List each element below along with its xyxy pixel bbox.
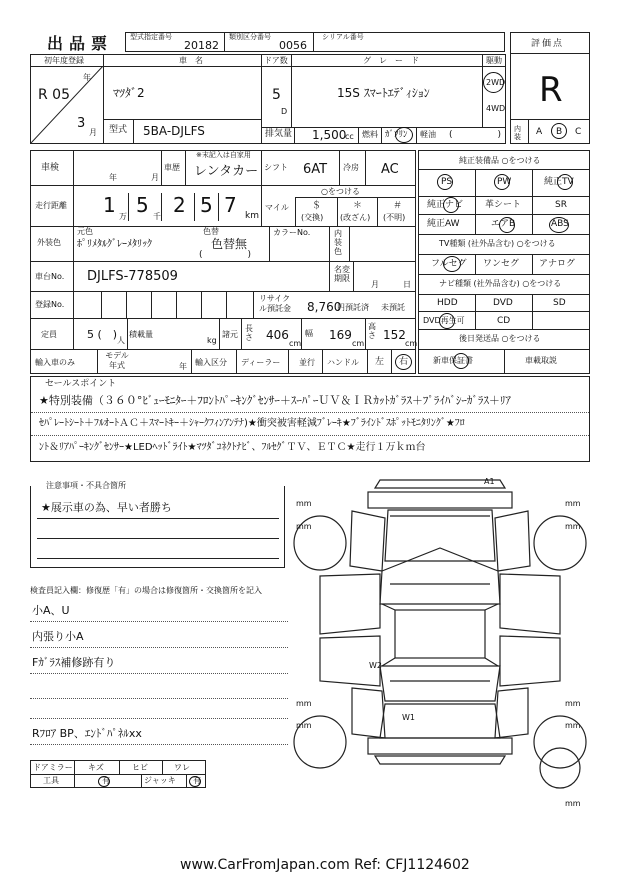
mm-rear-left: mm	[296, 699, 312, 708]
sales-block	[30, 376, 590, 462]
load-unit: kg	[207, 336, 217, 345]
navi-dvd-play: DVD再生可	[423, 316, 465, 325]
equip-ps-circle	[437, 174, 453, 190]
mileage-sen: 千	[153, 212, 161, 221]
score-value: R	[539, 70, 563, 110]
equip-leather: 革シート	[485, 200, 522, 210]
colorno-label: カラーNo.	[273, 228, 311, 237]
unknown-mark: ＃	[393, 201, 403, 211]
doors-label: ドア数	[264, 56, 288, 65]
equip-airbag-circle	[499, 217, 515, 233]
mileage-digit-3: 2	[173, 193, 186, 217]
diagram-w2: W2	[369, 661, 382, 670]
sheet-title: 出品票	[47, 34, 114, 53]
equip-tv-circle	[557, 174, 573, 190]
mileage-digit-1: 1	[103, 193, 116, 217]
equip-tv: 純正TV	[544, 177, 574, 187]
tools-tool-circle	[98, 776, 110, 787]
color-label: 外装色	[37, 238, 61, 247]
year-unit: 年	[83, 73, 91, 82]
ac-label: 冷房	[343, 163, 359, 172]
hei-value: 152	[383, 328, 406, 342]
color-value: ﾎﾟﾘﾒﾀﾙｸﾞﾚｰﾒﾀﾘｯｸ	[77, 239, 152, 250]
mm-spare: mm	[565, 799, 581, 808]
basic-block	[30, 54, 506, 144]
tools-scratch: キズ	[88, 763, 104, 772]
drive-label: 駆動	[486, 56, 502, 65]
recycle-not: 未預託	[381, 303, 405, 312]
mileage-man: 万	[119, 212, 127, 221]
sales-label: セールスポイント	[45, 379, 117, 389]
equip-aw: 純正AW	[427, 219, 460, 229]
car-damage-diagram	[290, 476, 590, 806]
type-value: 20182	[184, 39, 219, 52]
notes-block	[30, 481, 285, 568]
mileage-digit-2: 5	[136, 193, 149, 217]
handle-label: ハンドル	[327, 358, 359, 367]
model-label: 型式	[109, 125, 128, 135]
recycle-fee-label: リサイクル預託金	[259, 294, 291, 313]
load-label: 積載量	[129, 330, 153, 339]
import-div-label: 輸入区分	[195, 358, 227, 367]
mm-rear-right-unit: mm	[565, 721, 581, 730]
sales-line-1: ★特別装備（３６０°ﾋﾞｭｰﾓﾆﾀｰ＋ﾌﾛﾝﾄﾊﾟｰｷﾝｸﾞｾﾝｻｰ＋ｽｰﾊﾟｰＵＶ＆ＩＲｶｯﾄｶﾞﾗｽ＋ﾌﾟﾗｲﾊﾞｼｰｶﾞﾗｽ＋ﾘｱ	[39, 394, 511, 407]
unknown-label: (不明)	[383, 213, 406, 222]
alter-mark: ＊	[353, 201, 363, 211]
inspector-line-2: 内張り小A	[32, 630, 84, 643]
inspection-label: 車検	[41, 163, 60, 173]
name-change-day: 日	[403, 280, 411, 289]
tv-oneseg: ワンセグ	[483, 259, 520, 269]
interior-b-circle	[551, 123, 567, 139]
detail-block	[30, 150, 416, 374]
oil-label: 軽油	[420, 130, 436, 139]
name-change-month: 月	[371, 280, 379, 289]
tools-tool: 工具	[43, 776, 59, 785]
equip-pw-circle	[494, 174, 510, 190]
diagram-a1: A1	[484, 477, 495, 486]
len-value: 406	[266, 328, 289, 342]
reg-label: 初年度登録	[44, 56, 84, 65]
navi-dvd-play-circle	[439, 313, 455, 329]
navi-title: ナビ種類 (社外品含む) ○をつける	[439, 279, 562, 288]
color-paren: ( )	[199, 250, 252, 260]
ac-value: AC	[381, 162, 399, 177]
tools-jack-circle	[189, 776, 201, 787]
equip-sr: SR	[555, 200, 567, 210]
equip-pw: PW	[497, 177, 512, 187]
color-change-value: 色替無	[211, 237, 248, 251]
navi-cd: CD	[497, 316, 511, 326]
class-label: 類別区分番号	[229, 33, 271, 41]
tools-jack-have: 有	[193, 776, 201, 785]
tv-analog: アナログ	[539, 259, 576, 269]
grade-label: グ レ ー ド	[363, 56, 419, 65]
interior-c: C	[575, 127, 582, 137]
score-label: 評価点	[531, 39, 565, 49]
tools-jack: ジャッキ	[144, 776, 176, 785]
equip-ps: PS	[441, 177, 453, 187]
tv-fullseg-circle	[443, 256, 461, 272]
reg-month: 3	[77, 116, 86, 131]
inspector-label: 検査員記入欄：修復歴「有」の場合は修復箇所・交換箇所を記入	[30, 586, 262, 595]
tv-title: TV種類 (社外品含む) ○をつける	[439, 239, 556, 248]
equip-airbag: エアB	[491, 219, 516, 229]
notes-line-1: ★展示車の為、早い者勝ち	[41, 501, 172, 514]
mile-label: マイル	[265, 203, 289, 212]
history-label: 車歴	[164, 163, 180, 172]
door-type: D	[281, 107, 288, 116]
mark-note: ○をつける	[321, 187, 360, 196]
insp-month-unit: 月	[151, 173, 159, 182]
doc-manual: 車載取説	[525, 356, 557, 365]
equip-title: 純正装備品 ○をつける	[459, 156, 541, 165]
doc-warranty-circle	[453, 353, 469, 369]
swap-mark: ＄	[312, 201, 322, 211]
type-label: 型式指定番号	[130, 33, 172, 41]
mm-rear-left-unit: mm	[296, 721, 312, 730]
grade-value: 15S ｽﾏｰﾄｴﾃﾞｨｼｮﾝ	[337, 86, 430, 100]
navi-hdd: HDD	[437, 298, 458, 308]
capacity-value: 5 ( )	[87, 328, 118, 341]
wid-value: 169	[329, 328, 352, 342]
mm-rear-right: mm	[565, 699, 581, 708]
wid-label: 幅	[305, 329, 313, 338]
car-label: 車 名	[179, 56, 203, 65]
car-name: ﾏﾂﾀﾞ2	[113, 86, 145, 100]
class-value: 0056	[279, 39, 307, 52]
disp-unit: cc	[345, 132, 354, 141]
disp-value: 1,500	[312, 128, 347, 142]
tools-tool-have: 有	[102, 776, 110, 785]
type-box	[125, 32, 225, 52]
model-year-unit: 年	[179, 362, 187, 371]
mm-front-right: mm	[565, 499, 581, 508]
tv-fullseg: フルセグ	[431, 259, 467, 269]
capacity-unit: 人	[117, 336, 125, 345]
tools-mirror: ドアミラー	[33, 763, 73, 772]
fuel-label: 燃料	[362, 130, 378, 139]
navi-dvd: DVD	[493, 298, 513, 308]
inspector-lines	[30, 600, 288, 750]
serial-box	[313, 32, 505, 52]
reg-year: R 05	[38, 87, 70, 103]
interior-label: 内装	[514, 125, 521, 141]
navi-sd: SD	[553, 298, 566, 308]
len-cm: cm	[289, 339, 302, 348]
dims-label: 諸元	[222, 330, 238, 339]
recycle-status: 円預託済	[337, 303, 369, 312]
model-year-label: モデル年式	[105, 351, 129, 370]
sales-line-3: ﾝﾄ＆ﾘｱﾊﾟｰｷﾝｸﾞｾﾝｻｰ★LEDﾍｯﾄﾞﾗｲﾄ★ﾏﾂﾀﾞｺﾈｸﾄﾅﾋﾞ、ﾌﾙｾｸﾞＴＶ、ＥＴＣ★走行１万ｋｍ台	[39, 442, 426, 453]
interior-a: A	[536, 127, 543, 137]
import-label: 輸入車のみ	[35, 358, 75, 367]
dealer-option: ディーラー	[241, 358, 281, 367]
len-label: 長さ	[245, 324, 253, 342]
diagram-w1: W1	[402, 713, 415, 722]
registration-label: 登録No.	[35, 300, 65, 309]
equip-navi: 純正ナビ	[427, 200, 464, 210]
handle-right-circle	[395, 354, 412, 370]
history-value: レンタカー	[194, 164, 259, 179]
wid-cm: cm	[352, 339, 365, 348]
mm-front-left-unit: mm	[296, 522, 312, 531]
drive-2wd: 2WD	[486, 78, 506, 87]
mm-front-left: mm	[296, 499, 312, 508]
score-box	[510, 32, 590, 144]
fuel-circle	[395, 127, 413, 143]
shift-value: 6AT	[303, 162, 328, 177]
oil-paren: ( )	[449, 130, 502, 140]
mileage-digit-4: 5	[200, 193, 213, 217]
tools-break: ワレ	[174, 763, 190, 772]
inspector-line-3: Fｶﾞﾗｽ補修跡有り	[32, 656, 116, 669]
mileage-km: km	[245, 211, 259, 221]
equip-abs: ABS	[551, 219, 569, 229]
chassis-label: 車台No.	[35, 272, 65, 281]
handle-right: 右	[399, 357, 409, 367]
doc-warranty: 新車保証書	[433, 356, 473, 365]
history-note: ※末記入は自家用	[196, 151, 251, 159]
equip-abs-circle	[549, 217, 569, 233]
capacity-label: 定員	[41, 330, 57, 339]
class-box	[224, 32, 314, 52]
drive-4wd: 4WD	[486, 104, 506, 113]
tools-crack: ヒビ	[132, 763, 148, 772]
chassis-value: DJLFS-778509	[87, 269, 178, 284]
drive-2wd-circle	[483, 72, 504, 93]
name-change-label: 名変期限	[334, 265, 350, 283]
hei-label: 高さ	[368, 322, 376, 340]
sales-line-2: ｾﾊﾟﾚｰﾄｼｰﾄ＋ﾌﾙｵｰﾄＡＣ＋ｽﾏｰﾄｷｰ＋ｼｬｰｸﾌｨﾝｱﾝﾃﾅ)★衝突被害軽減ﾌﾞﾚｰｷ★ﾌﾞﾗｲﾝﾄﾞｽﾎﾟｯﾄﾓﾆﾀﾘﾝｸﾞ★ﾌﾛ	[39, 418, 465, 429]
notes-label: 注意事項・不具合箇所	[43, 482, 129, 490]
fuel-value: ｶﾞｿﾘﾝ	[385, 130, 408, 140]
mileage-label: 走行距離	[35, 201, 67, 210]
orig-color-label: 元色	[77, 227, 93, 236]
interior-color-label: 内装色	[334, 229, 342, 256]
parallel-option: 並行	[299, 358, 315, 367]
footer-ref: www.CarFromJapan.com Ref: CFJ1124602	[180, 857, 470, 873]
doors-value: 5	[272, 87, 281, 103]
alter-label: (改ざん)	[340, 213, 371, 222]
equipment-block	[418, 150, 590, 374]
insp-year-unit: 年	[109, 173, 117, 182]
equip-navi-circle	[443, 197, 459, 213]
month-unit: 月	[89, 128, 97, 137]
shift-label: シフト	[264, 163, 288, 172]
doc-title: 後日発送品 ○をつける	[459, 334, 541, 343]
color-name-label: 色替	[203, 227, 219, 236]
disp-label: 排気量	[265, 129, 293, 139]
model-value: 5BA-DJLFS	[143, 124, 205, 138]
inspector-line-5: Rﾌﾛｱ BP、ｴﾝﾄﾞﾊﾟﾈﾙxx	[32, 727, 142, 740]
tools-table	[30, 760, 206, 788]
serial-label: シリアル番号	[322, 33, 364, 41]
handle-left: 左	[375, 357, 385, 367]
swap-label: (交換)	[301, 213, 324, 222]
inspector-line-1: 小A、U	[32, 604, 70, 617]
mileage-digit-5: 7	[224, 193, 237, 217]
recycle-fee-value: 8,760	[307, 300, 342, 314]
interior-b: B	[556, 127, 563, 137]
mm-front-right-unit: mm	[565, 522, 581, 531]
hei-cm: cm	[405, 339, 418, 348]
